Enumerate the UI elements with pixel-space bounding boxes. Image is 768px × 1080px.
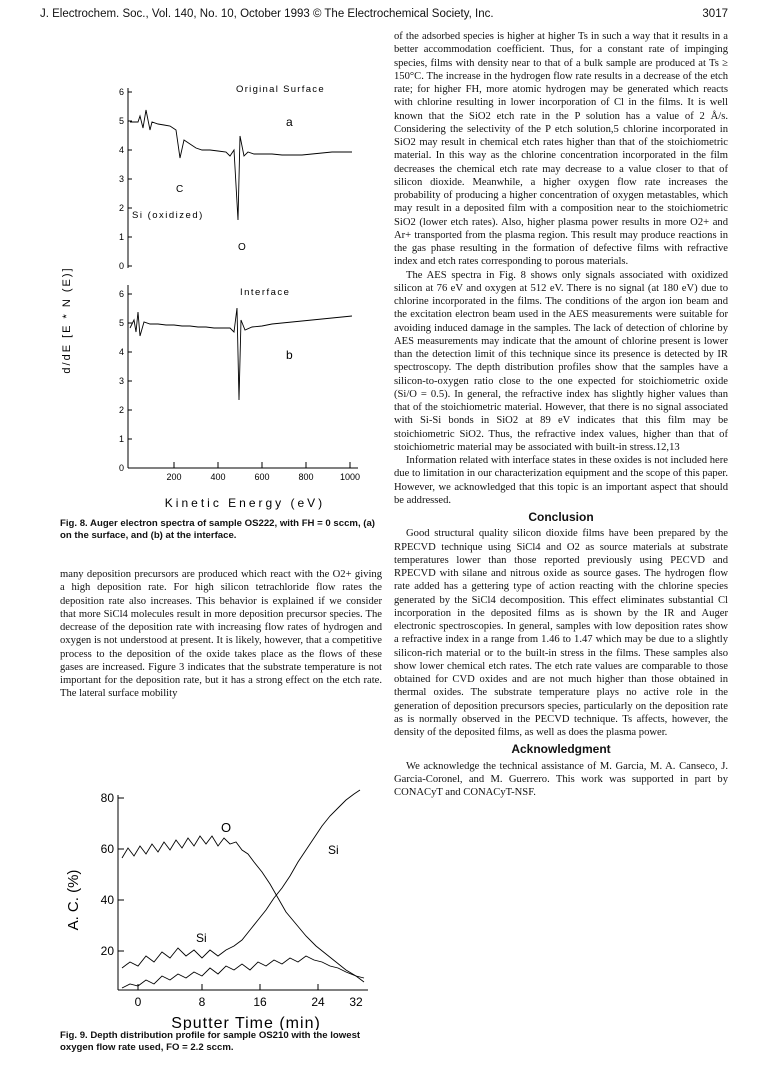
fig8-top-ytick-3: 3 xyxy=(118,174,124,184)
fig9-curve-si-rising xyxy=(122,790,360,968)
fig9-ytick-40: 40 xyxy=(100,893,114,907)
fig8-top-ytick-4: 4 xyxy=(118,145,124,155)
fig9-xtick-32: 32 xyxy=(349,995,363,1009)
fig9-caption: Fig. 9. Depth distribution profile for sample OS210 with the lowest oxygen flow rate used, FO = 2.2 sccm. xyxy=(60,1030,361,1053)
fig8-xtick-1000: 1000 xyxy=(339,472,361,482)
fig9-xtick-24: 24 xyxy=(311,995,325,1009)
fig9-ytick-80: 80 xyxy=(100,791,114,805)
fig9-ytick-60: 60 xyxy=(100,842,114,856)
fig8-spectrum-interface xyxy=(130,308,352,400)
fig8-ylabel xyxy=(61,266,73,373)
fig8-top-ytick-6: 6 xyxy=(118,87,124,97)
journal-citation: J. Electrochem. Soc., Vol. 140, No. 10, October 1993 © The Electrochemical Society, Inc. xyxy=(40,8,494,20)
fig8-bottom-ytick-6: 6 xyxy=(118,289,124,299)
fig8-label-b: b xyxy=(286,348,293,362)
page-number: 3017 xyxy=(702,8,728,20)
fig8-top-ytick-2: 2 xyxy=(118,203,124,213)
fig8-bottom-ytick-2: 2 xyxy=(118,405,124,415)
conclusion-heading: Conclusion xyxy=(528,510,594,524)
right-paragraph-2: The AES spectra in Fig. 8 shows only signals associated with oxidized silicon at 76 eV and oxygen at 512 eV. There is no signal (at 180 eV) due to chlorine incorporated in the films. The conditions of the argon ion beam and the excitation electron beam used in the AES measurements were suitable for avoiding induced damage in the samples. The lack of detection of chlorine by AES measurements may indicate that the amount of chlorine present is lower than the detection limit of this technique since its presence is detected by IR spectroscopy. The depth distribution profiles show that the samples have a silicon-to-oxygen ratio close to the one expected for stoichiometric oxide (Si/O = 0.5). In general, the refractive index has slightly higher values than that of the stoichiometric material. However, that there is no signal associated with Si-Si bonds in SiO2 at 89 eV indicates that this film may be stoichiometric SiO2. Thus, the refractive index values, higher than that of stoichiometric material may be associated with built-in stress.12,13 xyxy=(394,269,728,453)
fig8-xtick-200: 200 xyxy=(166,472,182,482)
fig8-xtick-400: 400 xyxy=(210,472,226,482)
figure-9 xyxy=(56,780,386,1030)
fig8-caption: Fig. 8. Auger electron spectra of sample OS222, with FH = 0 sccm, (a) on the surface, and (b) at the interface. xyxy=(60,518,376,541)
fig9-xtick-8: 8 xyxy=(198,995,206,1009)
fig8-top-ytick-0: 0 xyxy=(118,261,124,271)
right-paragraph-1: of the adsorbed species is higher at higher Ts in such a way that it results in a better accommodation coefficient. Thus, for a constant rate of impinging species, films with density near to that of a bulk sample are produced at Ts ≥ 150°C. The increase in the hydrogen flow rate results in a decrease of the etch rate; for higher FH, more atomic hydrogen may be generated which reacts with chlorine resulting in lower incorporation of Cl in the films. It is well known that the SiO2 etch rate in the P solution has a value of 2 Å/s. Considering the selectivity of the P etch solution,5 chlorine incorporated in SiO2 may result in chemical etch rates higher than that of the stoichiometric material. In this way as the chlorine concentration incorporated in the film decreases the chemical etch rate may decrease to a value closer to that of silicon dioxide. Meanwhile, a higher oxygen flow rate increases the probability of producing a higher concentration of oxygen metastables, which may result in a deposited film with a composition near to the stoichiometric SiO2 (lower etch rates). Also, higher plasma power results in more O2+ and Ar+ transported from the plasma region. This result may produce reactions in the gas phase resulting in the formation of defective films with refractive index and etch rates corresponding to porous materials. xyxy=(394,31,728,268)
fig9-ylabel: A. C. (%) xyxy=(65,869,82,931)
fig8-spectrum-surface xyxy=(130,110,352,220)
fig8-top-ytick-5: 5 xyxy=(118,116,124,126)
fig8-xtick-600: 600 xyxy=(254,472,270,482)
fig8-bottom-ytick-0: 0 xyxy=(118,463,124,473)
fig8-bottom-ytick-3: 3 xyxy=(118,376,124,386)
fig9-curve-si-baseline xyxy=(122,956,364,988)
fig8-label-a: a xyxy=(286,115,293,129)
fig9-label-si-mid: Si xyxy=(196,931,207,945)
figure-8 xyxy=(40,70,380,510)
right-paragraph-4: Good structural quality silicon dioxide films have been prepared by the RPECVD technique using SiCl4 and O2 as source materials at substrate temperatures lower than those reported previously using PECVD and RPECVD with silane and nitrous oxide as source gases. The hydrogen flow rate added has a gettering type of action reacting with the chlorine species generated by the SiCl4 decomposition. This effect eliminates substantial Cl incorporation in the deposited films as is shown by the IR and Auger electronic spectroscopies. In general, samples with low deposition rates show a refractive index in a range from 1.46 to 1.47 which may be due to a slightly silicon-rich material or to the built-in stress in the films. These samples also show lower chemical etch rates. The etch rate values are comparable to those obtained for CVD oxides and are not much higher than those obtained in thermal oxides. The substrate temperature plays no active role in the generation of deposition precursors species, particularly on the deposition rate as is normally observed in the PECVD technique. Ts affects, however, the density of the deposited films, as well as does the plasma power. xyxy=(394,528,728,738)
fig9-xtick-0: 0 xyxy=(134,995,142,1009)
fig8-xlabel: Kinetic Energy (eV) xyxy=(164,496,326,510)
running-header xyxy=(40,8,728,24)
fig9-xlabel: Sputter Time (min) xyxy=(171,1015,321,1030)
fig9-ticks xyxy=(118,798,318,990)
fig8-label-si-oxidized: Si (oxidized) xyxy=(132,210,204,221)
fig9-label-si-top: Si xyxy=(328,843,339,857)
fig8-top-ytick-1: 1 xyxy=(118,232,124,242)
fig8-label-interface: Interface xyxy=(240,287,291,298)
fig8-bottom-ytick-5: 5 xyxy=(118,318,124,328)
fig9-xtick-16: 16 xyxy=(253,995,267,1009)
fig8-label-original-surface: Original Surface xyxy=(236,84,325,95)
fig8-bottom-ytick-1: 1 xyxy=(118,434,124,444)
left-column xyxy=(60,568,382,701)
fig8-xtick-800: 800 xyxy=(298,472,314,482)
right-paragraph-5: We acknowledge the technical assistance of M. Garcia, M. A. Canseco, J. Garcia-Coronel, and M. Guerrero. This work was supported in part by CONACyT and CONACyT-NSF. xyxy=(394,760,728,798)
left-paragraph: many deposition precursors are produced which react with the O2+ giving a high deposition rate. For high silicon tetrachloride flow rates the deposition rate also increases. This behavior is explained if we consider that more SiCl4 molecules result in more deposition precursor species. The decrease of the deposition rate with increasing flow rates of hydrogen and oxygen is not understood at present. It is likely, however, that a competitive process to the deposition of the oxide takes place as the flows of these gases are increased. Figure 3 indicates that the substrate temperature is not important for the deposition rate, but it has a strong effect on the etch rate. The lateral surface mobility xyxy=(60,569,382,700)
fig8-label-o: O xyxy=(238,242,246,253)
fig9-curve-oxygen xyxy=(122,836,364,982)
right-column xyxy=(394,30,728,799)
fig8-bottom-ytick-4: 4 xyxy=(118,347,124,357)
fig8-ylabel-text: d/dE [E * N (E)] xyxy=(61,266,73,374)
fig8-top-ticks xyxy=(128,92,132,266)
fig8-label-c: C xyxy=(176,184,184,195)
acknowledgment-heading: Acknowledgment xyxy=(511,742,611,757)
fig9-label-o: O xyxy=(221,820,232,835)
fig9-ytick-20: 20 xyxy=(100,944,114,958)
right-paragraph-3: Information related with interface states in these oxides is not included here due to limitation in our characterization equipment and the scope of this paper. However, we acknowledged that this topic is an important aspect that should be addressed. xyxy=(394,455,728,506)
